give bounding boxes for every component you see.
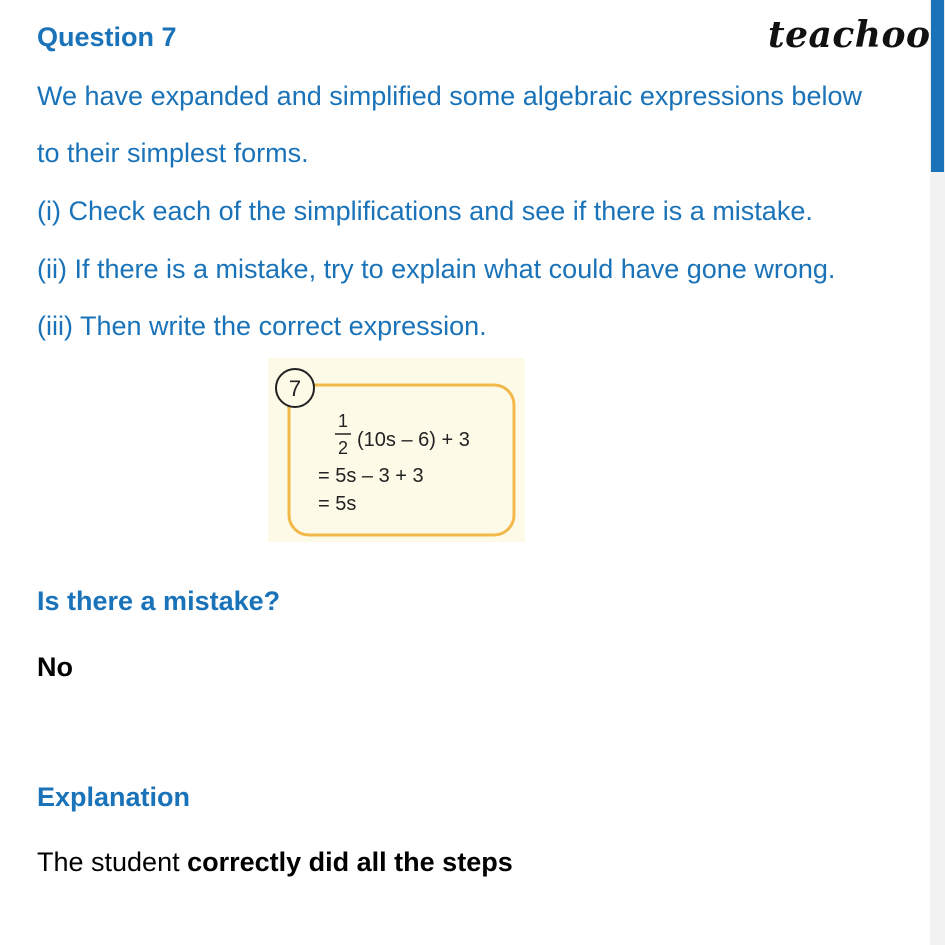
explanation-plain: The student: [37, 847, 188, 877]
question-line-3: (i) Check each of the simplifications and see if there is a mistake.: [37, 196, 813, 226]
question-title: Question 7: [37, 22, 177, 52]
expression-line-2: = 5s – 3 + 3: [318, 465, 424, 487]
explanation-heading: Explanation: [37, 782, 191, 812]
question-line-5: (iii) Then write the correct expression.: [37, 311, 487, 341]
expression-figure-svg: [268, 358, 525, 542]
teachoo-logo: teachoo: [768, 14, 931, 56]
scrollbar-track[interactable]: [930, 172, 945, 945]
question-line-2: to their simplest forms.: [37, 138, 309, 168]
scrollbar-thumb[interactable]: [931, 0, 944, 172]
answer-text: No: [37, 652, 73, 682]
expression-line-3: = 5s: [318, 493, 357, 515]
fraction-denominator: 2: [337, 438, 349, 458]
mistake-heading: Is there a mistake?: [37, 586, 281, 616]
fraction-numerator: 1: [337, 411, 349, 431]
expression-figure: [268, 358, 525, 542]
question-line-1: We have expanded and simplified some algebraic expressions below: [37, 81, 862, 111]
figure-number: 7: [288, 376, 302, 401]
expression-line-1: (10s – 6) + 3: [357, 429, 470, 451]
explanation-text: [37, 847, 513, 878]
question-line-4: (ii) If there is a mistake, try to explain what could have gone wrong.: [37, 254, 836, 284]
scrollbar[interactable]: [930, 0, 945, 945]
explanation-bold: correctly did all the steps: [187, 847, 513, 877]
